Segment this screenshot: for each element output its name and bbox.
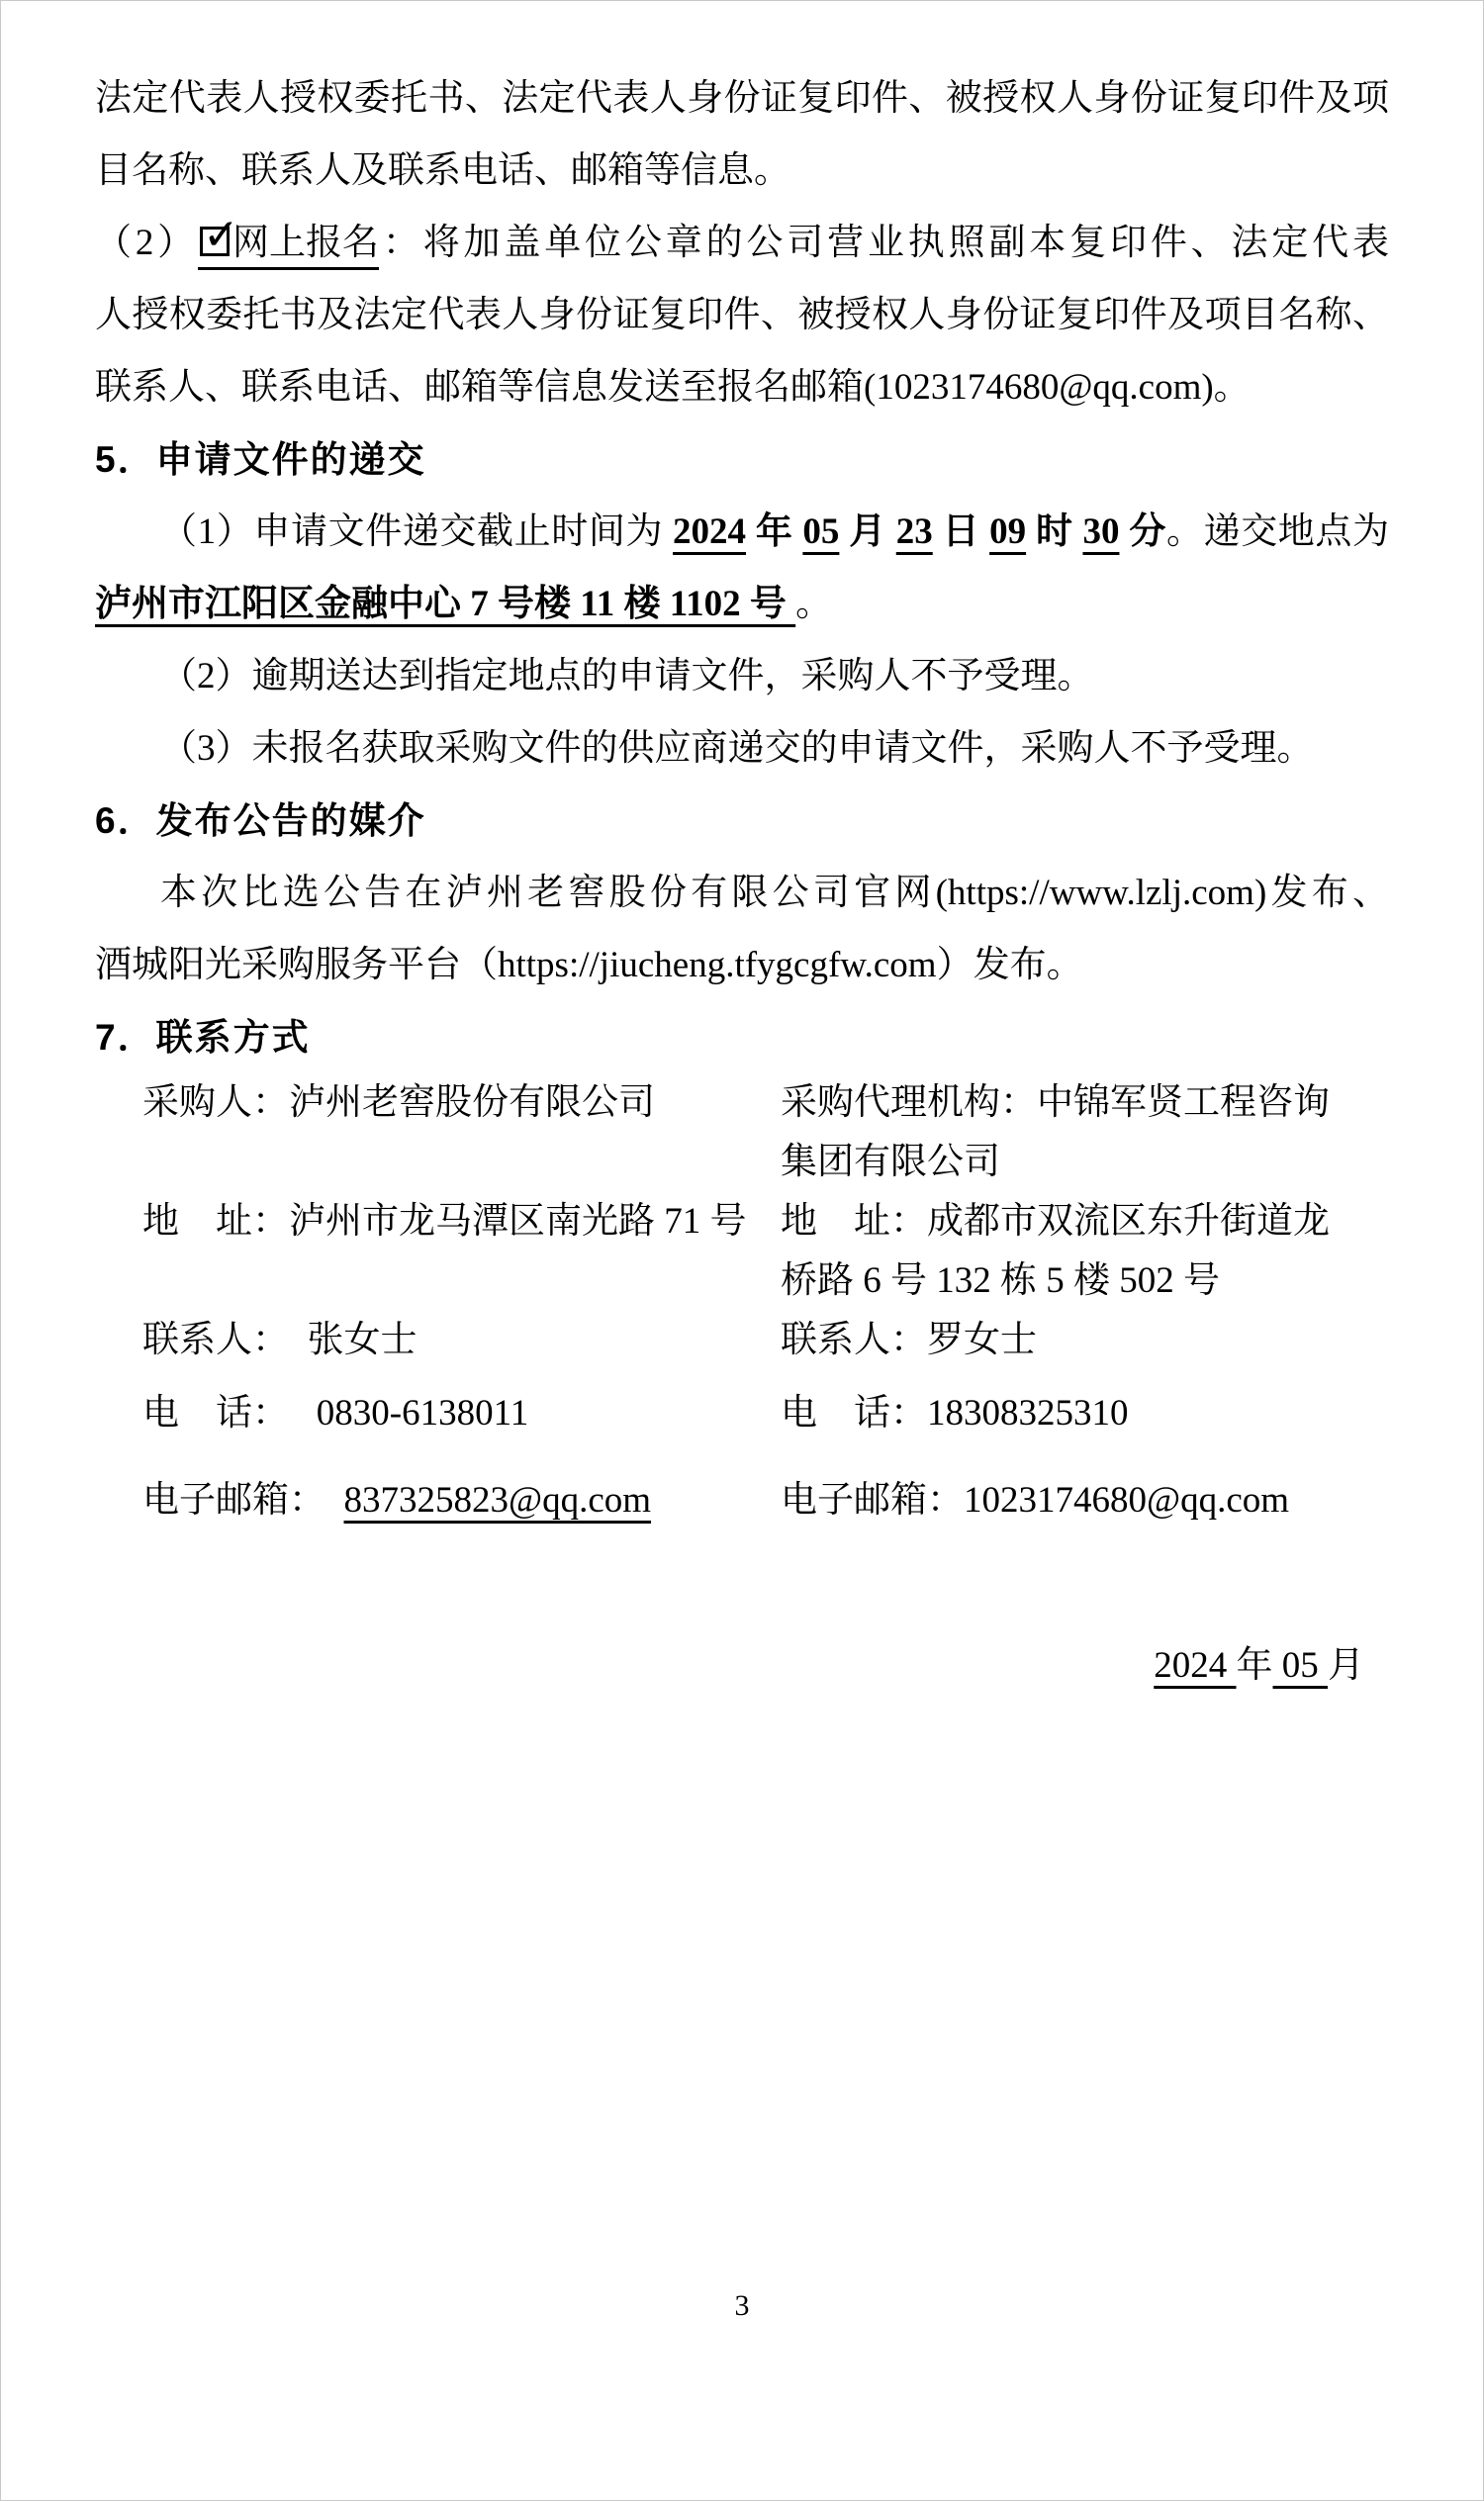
- deadline-year: 2024: [673, 511, 747, 552]
- deadline-month: 05: [802, 511, 840, 552]
- purchaser-email-label: 电子邮箱：: [142, 1480, 344, 1521]
- online-registration-line-2: 人授权委托书及法定代表人身份证复印件、被授权人身份证复印件及项目名称、: [95, 295, 1389, 335]
- online-registration-text: ：将加盖单位公章的公司营业执照副本复印件、法定代表: [379, 223, 1390, 263]
- item-number: （2）: [95, 223, 199, 263]
- intro-line-1: 法定代表人授权委托书、法定代表人身份证复印件、被授权人身份证复印件及项: [95, 78, 1389, 119]
- delivery-address-line: [95, 568, 1389, 640]
- contact-row-addresses: [142, 1192, 1389, 1311]
- online-registration-option: [198, 221, 379, 270]
- deadline-month-unit: 月: [839, 511, 896, 552]
- agency-address: [781, 1192, 1389, 1311]
- section-7-heading: 7．联系方式: [95, 1017, 311, 1058]
- contact-row-persons: [142, 1311, 1389, 1370]
- contact-row-phones: [142, 1384, 1389, 1443]
- agency-address-line-2: 桥路 6 号 132 栋 5 楼 502 号: [781, 1260, 1220, 1301]
- purchaser-email: 837325823@qq.com: [343, 1480, 652, 1521]
- intro-line-2: 目名称、联系人及联系电话、邮箱等信息。: [95, 150, 790, 191]
- online-registration-line-1: [95, 207, 1389, 279]
- deadline-year-unit: 年: [746, 511, 803, 552]
- document-content: [95, 62, 1389, 1697]
- section-6-heading: 6．发布公告的媒介: [95, 800, 426, 841]
- online-registration-line-3: 联系人、联系电话、邮箱等信息发送至报名邮箱(1023174680@qq.com)。: [95, 367, 1251, 408]
- document-date: [95, 1635, 1389, 1697]
- delivery-address-period: 。: [795, 584, 833, 624]
- section-5-item-3: （3）未报名获取采购文件的供应商递交的申请文件，采购人不予受理。: [160, 728, 1314, 769]
- media-line-2: 酒城阳光采购服务平台（https://jiucheng.tfygcgfw.com）发布。: [95, 945, 1083, 985]
- purchaser-name: 采购人：泸州老窖股份有限公司: [142, 1082, 655, 1123]
- deadline-day-unit: 日: [932, 511, 990, 552]
- agency-contact-person: 联系人：罗女士: [781, 1320, 1037, 1360]
- date-year: 2024: [1154, 1645, 1237, 1686]
- contact-section: [95, 1073, 1389, 1530]
- agency-name-line-2: 集团有限公司: [781, 1142, 1000, 1182]
- deadline-minute-unit: 分: [1119, 511, 1166, 552]
- deadline-hour: 09: [989, 511, 1027, 552]
- purchaser-phone: 电 话： 0830-6138011: [142, 1393, 529, 1434]
- agency-name: [781, 1073, 1389, 1192]
- deadline-day: 23: [895, 511, 933, 552]
- date-month-unit: 月: [1328, 1645, 1364, 1686]
- agency-email-line: 电子邮箱：1023174680@qq.com: [781, 1480, 1290, 1521]
- online-registration-label: 网上报名: [232, 223, 380, 263]
- page-number: 3: [734, 2289, 750, 2322]
- section-5-heading: 5．申请文件的递交: [95, 439, 426, 480]
- delivery-address: 泸州市江阳区金融中心 7 号楼 11 楼 1102 号: [95, 584, 796, 624]
- purchaser-contact-person: 联系人： 张女士: [142, 1320, 417, 1360]
- purchaser-email-line: [142, 1471, 781, 1530]
- deadline-hour-unit: 时: [1026, 511, 1083, 552]
- section-5-item-2: （2）逾期送达到指定地点的申请文件，采购人不予受理。: [160, 656, 1094, 696]
- purchaser-address: 地 址：泸州市龙马潭区南光路 71 号: [142, 1201, 747, 1242]
- deadline-suffix: 。递交地点为: [1165, 511, 1390, 552]
- contact-row-emails: [142, 1471, 1389, 1530]
- deadline-prefix: （1）申请文件递交截止时间为: [160, 511, 674, 552]
- date-month: 05: [1272, 1645, 1328, 1686]
- submission-deadline-line: [95, 496, 1389, 568]
- date-year-unit: 年: [1236, 1645, 1273, 1686]
- agency-address-line-1: 地 址：成都市双流区东升街道龙: [781, 1201, 1330, 1242]
- agency-phone: 电 话：18308325310: [781, 1393, 1129, 1434]
- deadline-minute: 30: [1082, 511, 1120, 552]
- checked-checkbox-icon: [200, 227, 230, 256]
- contact-row-names: [142, 1073, 1389, 1192]
- agency-name-line-1: 采购代理机构：中锦军贤工程咨询: [781, 1082, 1330, 1123]
- media-line-1: 本次比选公告在泸州老窖股份有限公司官网(https://www.lzlj.com)发布、: [160, 873, 1389, 913]
